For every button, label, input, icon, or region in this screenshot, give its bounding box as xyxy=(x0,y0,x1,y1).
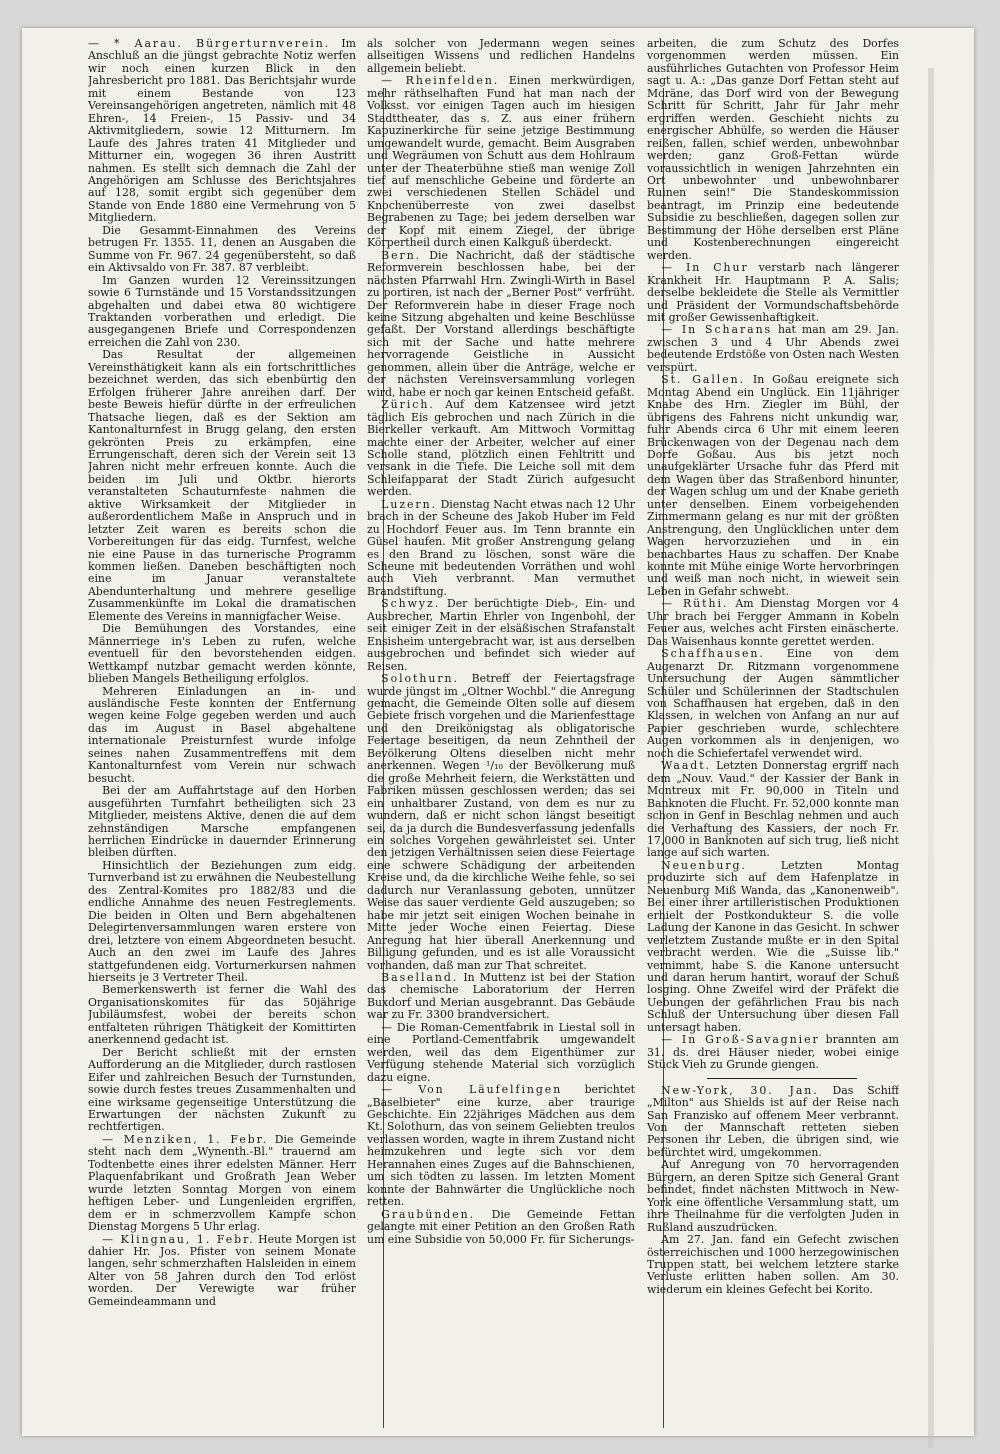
article-paragraph xyxy=(88,623,356,685)
column-1 xyxy=(88,38,356,1418)
article-paragraph xyxy=(88,984,356,1046)
article-dateline: Bern. xyxy=(381,248,422,262)
article-paragraph xyxy=(367,1209,635,1246)
article-text: Am 27. Jan. fand ein Gefecht zwischen österreichischen und 1000 herzegowinischen Truppen statt, bei welchem letztere starke Verluste erlitten haben sollen. Am 30. wiederum ein kleines Gefecht bei Korito. xyxy=(647,1233,899,1296)
article-paragraph xyxy=(647,760,899,860)
article-paragraph xyxy=(367,250,635,399)
article-dateline: Baselland. xyxy=(381,970,459,984)
article-text: Bemerkenswerth ist ferner die Wahl des Organisationskomites für das 50jährige Jubiläumsfest, wobei der bereits schon entfalteten rührigen Thätigkeit der Komittirten anerkennend gedacht ist. xyxy=(88,983,356,1047)
article-dateline: Waadt. xyxy=(661,759,711,773)
article-text: Das Resultat der allgemeinen Vereinsthätigkeit kann als ein fortschrittliches bezeichnet werden, das sich ebenbürtig den Erfolgen früherer Jahre anreihen darf. Der beste Beweis hiefür dürfte in der erfreulichen Thatsache liegen, daß es der Sektion am Kantonalturnfest in Brugg gelang, den ersten gekrönten Preis zu erkämpfen, eine Errungenschaft, deren sich der Verein seit 13 Jahren nicht mehr erfreuen konnte. Auch die beiden im Juli und Oktbr. hierorts veranstalteten Schauturnfeste nahmen die aktive Wirksamkeit der Mitglieder in außerordentlichem Maße in Anspruch und in letzter Zeit waren es bereits schon die Vorbereitungen für das eidg. Turnfest, welche nie eine Pause in das turnerische Programm kommen ließen. Daneben beschäftigten noch eine im Januar veranstaltete Abendunterhaltung und mehrere gesellige Zusammenkünfte im Lokal die dramatischen Elemente des Vereins in mannigfacher Weise. xyxy=(88,348,356,623)
column-2 xyxy=(367,38,635,1418)
article-text: Der berüchtigte Dieb-, Ein- und Ausbrecher, Martin Ehrler von Ingenbohl, der seit einiger Zeit in der elsäßischen Strafanstalt Ensisheim untergebracht war, ist aus derselben ausgebrochen und befindet sich wieder auf Reisen. xyxy=(367,597,635,673)
article-text: Am Dienstag Morgen vor 4 Uhr brach bei Fergger Ammann in Kobeln Feuer aus, welches acht Firsten einäscherte. Das Waisenhaus konnte gerettet werden. xyxy=(647,597,899,648)
article-text: Auf Anregung von 70 hervorragenden Bürgern, an deren Spitze sich General Grant befindet, findet nächsten Mittwoch in New-York eine öffentliche Versammlung statt, um ihre Theilnahme für die verfolgten Juden in Rußland auszudrücken. xyxy=(647,1158,899,1234)
article-paragraph xyxy=(88,860,356,985)
article-paragraph xyxy=(367,499,635,599)
article-dateline: St. Gallen. xyxy=(661,373,746,387)
article-dateline: — Menziken, 1. Febr. xyxy=(102,1132,269,1146)
article-paragraph xyxy=(88,785,356,860)
article-text: Letzten Donnerstag ergriff nach dem „Nouv. Vaud." der Kassier der Bank in Montreux mit Fr. 90,000 in Titeln und Banknoten die Flucht. Fr. 52,000 konnte man schon in Genf in Beschlag nehmen und auch die Verhaftung des Kassiers, der noch Fr. 17,000 in Banknoten auf sich trug, ließ nicht lange auf sich warten. xyxy=(647,759,899,860)
article-paragraph xyxy=(88,1134,356,1234)
article-paragraph xyxy=(647,1085,899,1160)
article-text: arbeiten, die zum Schutz des Dorfes vorgenommen werden müssen. Ein ausführliches Gutachten von Professor Heim sagt u. A.: „Das ganze Dorf Fettan steht auf Moräne, das Dorf wird von der Bewegung Schritt für Schritt, Jahr für Jahr mehr ergriffen werden. Geschieht nichts zu energischer Abhülfe, so werden die Häuser reißen, fallen, schief werden, unbewohnbar werden; ganz Groß-Fettan würde voraussichtlich in wenigen Jahrzehnten ein Ort unbewohnter und unbewohnbarer Ruinen sein!" Die Standeskommission beantragt, im Prinzip eine bedeutende Subsidie zu beschließen, dagegen sollen zur Bestimmung der Höhe derselben erst Pläne und Kostenberechnungen eingereicht werden. xyxy=(647,38,899,262)
article-paragraph xyxy=(647,374,899,598)
article-dateline: Graubünden. xyxy=(381,1207,476,1221)
article-paragraph xyxy=(367,972,635,1022)
article-paragraph xyxy=(367,1022,635,1084)
article-paragraph xyxy=(647,860,899,1034)
article-text: Die Bemühungen des Vorstandes, eine Männerriege in's Leben zu rufen, welche eventuell für den bevorstehenden eidgen. Wettkampf nutzbar gemacht werden könnte, blieben Mangels Betheiligung erfolglos. xyxy=(88,622,356,686)
article-paragraph xyxy=(88,275,356,350)
article-dateline: Luzern. xyxy=(381,497,438,511)
article-text: hat man am 29. Jan. zwischen 3 und 4 Uhr Abends zwei bedeutende Erdstöße von Osten nach Westen verspürt. xyxy=(647,323,899,374)
article-text: Die Nachricht, daß der städtische Reformverein beschlossen habe, bei der nächsten Pfarrwahl Hrn. Zwingli-Wirth in Basel zu portiren, ist nach der „Berner Post" verfrüht. Der Reformverein habe in dieser Frage noch keine Sitzung abgehalten und keine Beschlüsse gefaßt. Der Vorstand allerdings beschäftigte sich mit der Sache und hatte mehrere hervorragende Geistliche in Aussicht genommen, allein über die Anträge, welche er der nächsten Vereinsversammlung vorlegen wird, habe er noch gar keinen Entscheid gefaßt. xyxy=(367,248,635,399)
section-separator xyxy=(707,1078,857,1079)
article-dateline: — Rüthi. xyxy=(661,597,729,611)
article-text: — Die Roman-Cementfabrik in Liestal soll in eine Portland-Cementfabrik umgewandelt werden, weil das dem Eigenthümer zur Verfügung stehende Material sich vorzüglich dazu eigne. xyxy=(367,1020,635,1084)
article-text: Im Anschluß an die jüngst gebrachte Notiz werfen wir noch einen kurzen Blick in den Jahresbericht pro 1881. Das Berichtsjahr wurde mit einem Bestande von 123 Vereinsangehörigen angetreten, nämlich mit 48 Ehren-, 14 Freien-, 15 Passiv- und 34 Aktivmitgliedern, sowie 12 Mitturnern. Im Laufe des Jahres traten 41 Mitglieder und Mitturner ein, wogegen 36 ihren Austritt nahmen. Es stellt sich demnach die Zahl der Angehörigen am Schlusse des Berichtsjahres auf 128, somit ergibt sich gegenüber dem Stande von Ende 1880 eine Vermehrung von 5 Mitgliedern. xyxy=(88,38,356,225)
article-dateline: — * Aarau. Bürgerturnverein. xyxy=(88,38,331,50)
article-paragraph xyxy=(367,1084,635,1209)
article-text: Auf dem Katzensee wird jetzt täglich Eis gebrochen und nach Zürich in die Bierkeller verkauft. Am Mittwoch Vormittag machte einer der Arbeiter, welcher auf einer Scholle stand, plötzlich einen Fehltritt und versank in die Tiefe. Die Leiche soll mit dem Schleifapparat der Stadt Zürich aufgesucht werden. xyxy=(367,398,635,499)
article-text: Bei der am Auffahrtstage auf den Horben ausgeführten Turnfahrt betheiligten sich 23 Mitglieder, meistens Aktive, denen die auf dem zehnständigen Marsche empfangenen herrlichen Eindrücke in dauernder Erinnerung bleiben dürften. xyxy=(88,784,356,860)
article-paragraph xyxy=(647,1234,899,1296)
article-dateline: — In Scharans xyxy=(661,323,773,337)
article-dateline: Schwyz. xyxy=(381,597,441,611)
article-paragraph xyxy=(647,262,899,324)
article-paragraph xyxy=(367,673,635,972)
article-paragraph xyxy=(88,38,356,225)
article-paragraph xyxy=(647,1034,899,1071)
article-text: Das Schiff „Milton" aus Shields ist auf der Reise nach San Franzisko auf offenem Meer verbrannt. Von der Mannschaft retteten sieben Personen ihr Leben, die übrigen sind, wie befürchtet wird, umgekommen. xyxy=(647,1083,899,1159)
article-paragraph xyxy=(367,399,635,499)
article-text: als solcher von Jedermann wegen seines allseitigen Wissens und redlichen Handelns allgemein beliebt. xyxy=(367,38,635,75)
article-text: Letzten Montag produzirte sich auf dem Hafenplatze in Neuenburg Miß Wanda, das „Kanonenweib". Bei einer ihrer artilleristischen Produktionen erhielt der Postkondukteur S. die volle Ladung der Kanone in das Gesicht. In schwer verletztem Zustande mußte er in den Spital verbracht werden. Wie die „Suisse lib." vernimmt, habe S. die Kanone untersucht und daran herum hantirt, worauf der Schuß losging. Ohne Zweifel wird der Präfekt die Uebungen der gefährlichen Frau bis nach Schluß der Untersuchung über diesen Fall untersagt haben. xyxy=(647,858,899,1034)
article-text: berichtet „Baselbieter" eine kurze, aber traurige Geschichte. Ein 22jähriges Mädchen aus dem Kt. Solothurn, das von seinem Geliebten treulos verlassen worden, wagte in ihrem Zustand nicht heimzukehren und legte sich vor dem Herannahen eines Zuges auf die Bahnschienen, um sich tödten zu lassen. Im letzten Moment konnte der Bahnwärter die Unglückliche noch retten. xyxy=(367,1083,635,1209)
article-text: Die Gemeinde Fettan gelangte mit einer Petition an den Großen Rath um eine Subsidie von 50,000 Fr. für Sicherungs- xyxy=(367,1207,635,1246)
article-dateline: Zürich. xyxy=(381,398,435,412)
article-paragraph xyxy=(647,38,899,262)
article-dateline: — Klingnau, 1. Febr. xyxy=(102,1232,255,1246)
article-text: Mehreren Einladungen an in- und ausländische Feste konnten der Entfernung wegen keine Folge gegeben werden und auch das im August in Basel abgehaltene internationale Preisturnfest wurde infolge seines nahen Zusammentreffens mit dem Kantonalturnfest vom Verein nur schwach besucht. xyxy=(88,684,356,785)
article-text: Die Gesammt-Einnahmen des Vereins betrugen Fr. 1355. 11, denen an Ausgaben die Summe von Fr. 967. 24 gegenübersteht, so daß ein Aktivsaldo von Fr. 387. 87 verbleibt. xyxy=(88,223,356,275)
article-dateline: — In Groß-Savagnier xyxy=(661,1033,820,1047)
article-dateline: New-York, 30. Jan. xyxy=(661,1083,819,1097)
article-text: Der Bericht schließt mit der ernsten Aufforderung an die Mitglieder, durch rastlosen Eifer und zahlreichen Besuch der Turnstunden, sowie durch festes treues Zusammenhalten und eine wirksame gegenseitige Unterstützung die Erwartungen der nächsten Zukunft zu rechtfertigen. xyxy=(88,1045,356,1134)
article-dateline: — In Chur xyxy=(661,261,749,275)
article-paragraph xyxy=(88,1234,356,1309)
article-paragraph xyxy=(88,349,356,623)
article-text: Hinsichtlich der Beziehungen zum eidg. Turnverband ist zu erwähnen die Neubestellung des Zentral-Komites pro 1882/83 und die endliche Annahme des neuen Festreglements. Die beiden in Olten und Bern abgehaltenen Delegirtenversammlungen waren erstere von drei, letztere von einem Abgeordneten besucht. Auch an den zwei im Laufe des Jahres stattgefundenen eidg. Vorturnerkursen nahmen hierseits je 3 Vertreter Theil. xyxy=(88,858,356,984)
article-text: Betreff der Feiertagsfrage wurde jüngst im „Oltner Wochbl." die Anregung gemacht, die Gemeinde Olten solle auf diesem Gebiete frisch vorgehen und die Marienfesttage und den Dreikönigstag als obligatorische Feiertage beseitigen, da neun Zehntheil der Bevölkerung Oltens dieselben nicht mehr anerkennen. Wegen ¹/₁₀ der Bevölkerung muß die große Mehrheit feiern, die Werkstätten und Fabriken müssen geschlossen werden; das sei ein unhaltbarer Zustand, von dem es nur zu wundern, daß er nicht schon längst beseitigt sei, da ja durch die Bundesverfassung jedenfalls ein solches Vorgehen gewährleistet sei. Unter den jetzigen Verhältnissen seien diese Feiertage eine schwere Schädigung der arbeitenden Kreise und, da die kirchliche Weihe fehle, so sei dadurch nur Veranlassung geboten, unnützer Weise das sauer verdiente Geld auszugeben; so habe mir jetzt seit einigen Wochen beinahe in Mitte jeder Woche einen Feiertag. Diese Anregung hat hier überall Anerkennung und Billigung gefunden, und es ist alle Voraussicht vorhanden, daß man zur That schreitet. xyxy=(367,672,635,972)
article-paragraph xyxy=(367,598,635,673)
column-3 xyxy=(647,38,899,1418)
article-dateline: Schaffhausen. xyxy=(661,647,765,661)
article-paragraph xyxy=(647,324,899,374)
article-text: Eine von dem Augenarzt Dr. Ritzmann vorgenommene Untersuchung der Augen sämmtlicher Schüler und Schülerinnen der Stadtschulen von Schaffhausen hat ergeben, daß in den Klassen, in welchen von Anfang an nur auf Papier geschrieben wurde, schlechtere Augen vorkommen als in denjenigen, wo noch die Schiefertafel verwendet wird. xyxy=(647,647,899,760)
article-text: Heute Morgen ist dahier Hr. Jos. Pfister von seinem Monate langen, sehr schmerzhaften Halsleiden in einem Alter von 58 Jahren durch den Tod erlöst worden. Der Verewigte war früher Gemeindeammann und xyxy=(88,1232,356,1308)
article-paragraph xyxy=(88,1047,356,1134)
article-text: Im Ganzen wurden 12 Vereinssitzungen sowie 6 Turnstände und 15 Vorstandssitzungen abgehalten und dabei etwa 80 wichtigere Traktanden vorberathen und erledigt. Die ausgegangenen Briefe und Correspondenzen erreichen die Zahl von 230. xyxy=(88,273,356,349)
article-paragraph xyxy=(647,1159,899,1234)
article-text: Die Gemeinde steht nach dem „Wynenth.-Bl." trauernd am Todtenbette eines ihrer edelsten Männer. Herr Plaquenfabrikant und Großrath Jean Weber wurde letzten Sonntag Morgen von einem heftigen Leber- und Lungenleiden ergriffen, dem er in schmerzvollem Kampfe schon Dienstag Morgens 5 Uhr erlag. xyxy=(88,1132,356,1234)
article-dateline: — Rheinfelden. xyxy=(381,74,500,88)
article-text: verstarb nach längerer Krankheit Hr. Hauptmann P. A. Salis; derselbe bekleidete die Stelle als Vermittler und Präsident der Vormundschaftsbehörde mit großer Gewissenhaftigkeit. xyxy=(647,261,899,324)
article-paragraph xyxy=(647,598,899,648)
article-dateline: — Von Läufelfingen xyxy=(381,1083,563,1097)
article-paragraph xyxy=(88,686,356,786)
article-dateline: Solothurn. xyxy=(381,672,459,686)
article-text: brannten am 31. ds. drei Häuser nieder, wobei einige Stück Vieh zu Grunde giengen. xyxy=(647,1033,899,1072)
article-paragraph xyxy=(647,648,899,760)
article-text: Dienstag Nacht etwas nach 12 Uhr brach in der Scheune des Jakob Huber im Feld zu Hochdorf Feuer aus. Im Tenn brannte ein Güsel haufen. Mit großer Anstrengung gelang es den Brand zu löschen, sonst wäre die Scheune mit bedeutenden Vorräthen und wohl auch Vieh verbrannt. Man vermuthet Brandstiftung. xyxy=(367,497,635,598)
article-paragraph xyxy=(367,38,635,75)
article-text: Einen merkwürdigen, mehr räthselhaften Fund hat man nach der Volksst. vor einigen Tagen auch im hiesigen Stadttheater, das s. Z. aus einer frühern Kapuzinerkirche für seine jetzige Bestimmung umgewandelt wurde, gemacht. Beim Ausgraben und Wegräumen von Schutt aus dem Hohlraum unter der Theaterbühne stieß man wenige Zoll tief auf menschliche Gebeine und förderte an zwei verschiedenen Stellen Schädel und Knochenüberreste von zwei daselbst Begrabenen zu Tage; bei jedem derselben war der Kopf mit einem Ziegel, der übrige Körpertheil durch einen Kalkguß überdeckt. xyxy=(367,74,635,250)
article-dateline: Neuenburg. xyxy=(661,858,747,872)
article-paragraph xyxy=(88,225,356,275)
article-text: In Muttenz ist bei der Station das chemische Laboratorium der Herren Buxdorf und Merian ausgebrannt. Das Gebäude war zu Fr. 3300 brandversichert. xyxy=(367,970,635,1022)
page-edge-shadow xyxy=(928,68,934,1448)
article-text: In Goßau ereignete sich Montag Abend ein Unglück. Ein 11jähriger Knabe des Hrn. Ziegler im Bühl, der übrigens des Fahrens nicht unkundig war, fuhr Abends circa 6 Uhr mit einem leeren Brückenwagen von der Degenau nach dem Dorfe Goßau. Aus bis jetzt noch unaufgeklärter Ursache fuhr das Pferd mit dem Wagen über das Straßenbord hinunter, der Wagen schlug um und der Knabe gerieth unter denselben. Einem vorbeigehenden Zimmermann gelang es nur mit der größten Anstrengung, den Unglücklichen unter dem Wagen hervorzuziehen und in ein benachbartes Haus zu schaffen. Der Knabe konnte mit Mühe einige Worte hervorbringen und weiß man noch nicht, in wieweit sein Leben in Gefahr schwebt. xyxy=(647,373,899,598)
article-paragraph xyxy=(367,75,635,249)
